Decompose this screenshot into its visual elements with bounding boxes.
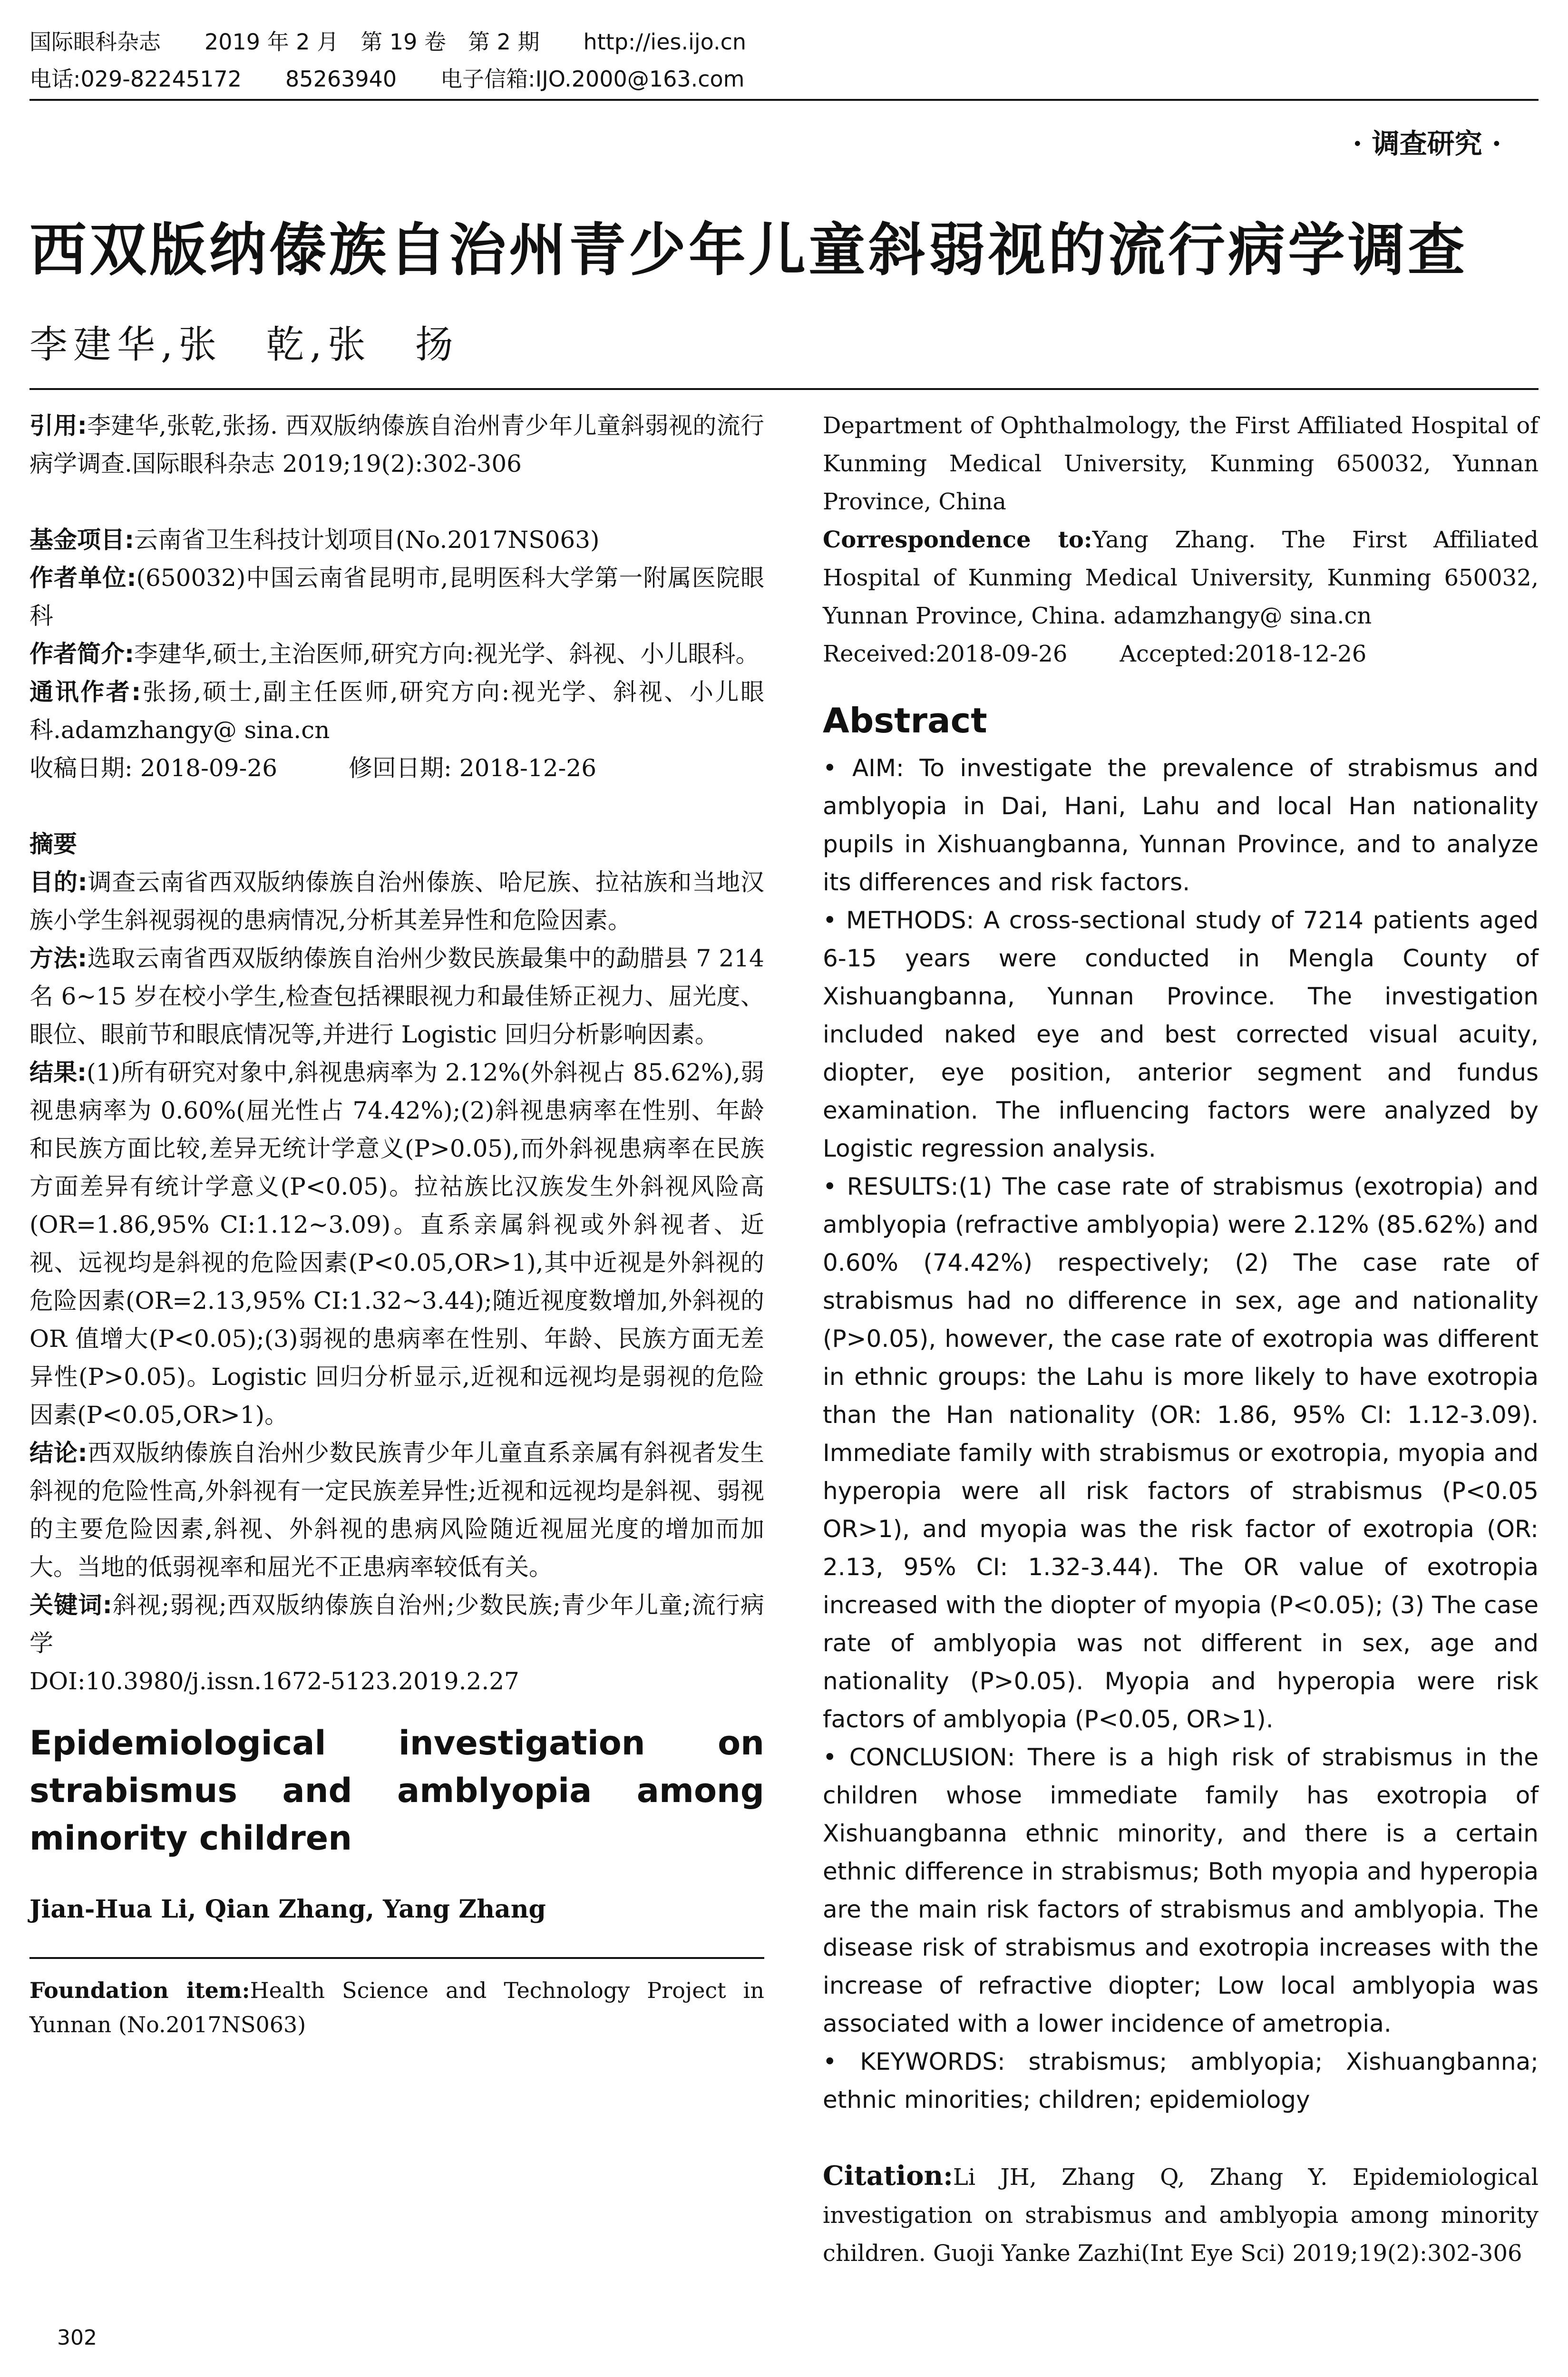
citation-cn-text: 李建华,张乾,张扬. 西双版纳傣族自治州青少年儿童斜弱视的流行病学调查.国际眼科杂志 2019;19(2):302-306 [29,412,764,477]
authors-cn: 李建华,张 乾,张 扬 [29,322,459,367]
page-number: 302 [57,2326,97,2350]
bio-text: 李建华,硕士,主治医师,研究方向:视光学、斜视、小儿眼科。 [134,640,760,668]
result-cn-text: (1)所有研究对象中,斜视患病率为 2.12%(外斜视占 85.62%),弱视患病率为 0.60%(屈光性占 74.42%);(2)斜视患病率在性别、年龄和民族方面比较,差异无统计学意义(P>0.05),而外斜视患病率在民族方面差异有统计学意义(P<0.05)。拉祜族比汉族发生外斜视风险高(OR=1.86,95% CI:1.12~3.09)。直系亲属斜视或外斜视者、近视、远视均是斜视的危险因素(P<0.05,OR>1),其中近视是外斜视的危险因素(OR=2.13,95% CI:1.32~3.44);随近视度数增加,外斜视的 OR 值增大(P<0.05);(3)弱视的患病率在性别、年龄、民族方面无差异性(P>0.05)。Logistic 回归分析显示,近视和远视均是弱视的危险因素(P<0.05,OR>1)。 [29,1059,764,1429]
received-accepted [823,635,1539,673]
corr-label: 通讯作者: [29,678,141,706]
author-bio [29,635,764,673]
foundation-text: Health Science and Technology Project in Yunnan (No.2017NS063) [29,1978,764,2037]
result-cn [29,1053,764,1434]
journal-info-line: 国际眼科杂志 2019 年 2 月 第 19 卷 第 2 期 http://ies.ijo.cn [29,29,747,55]
method-cn-text: 选取云南省西双版纳傣族自治州少数民族最集中的勐腊县 7 214 名 6~15 岁在校小学生,检查包括裸眼视力和最佳矫正视力、屈光度、眼位、眼前节和眼底情况等,并进行 Logistic 回归分析影响因素。 [29,945,764,1048]
citation-en-text: Li JH, Zhang Q, Zhang Y. Epidemiological investigation on strabismus and amblyopia among minority children. Guoji Yanke Zazhi(Int Eye Sci) 2019;19(2):302-306 [823,2164,1539,2267]
abstract-methods: • METHODS: A cross-sectional study of 7214 patients aged 6-15 years were conducted in Mengla County of Xishuangbanna, Yunnan Province. The investigation included naked eye and best corrected visual acuity, diopter, eye position, anterior segment and fundus examination. The influencing factors were analyzed by Logistic regression analysis. [823,906,1539,1162]
foundation-item [29,1973,764,2042]
corresponding-author [29,673,764,749]
conclusion-cn [29,1434,764,1586]
conclusion-cn-label: 结论: [29,1439,88,1467]
aim-cn [29,863,764,939]
citation-en [823,2157,1539,2272]
corr-text: 张扬,硕士,副主任医师,研究方向:视光学、斜视、小儿眼科.adamzhangy@ sina.cn [29,678,764,744]
header-rule [29,99,1539,101]
unit-text: (650032)中国云南省昆明市,昆明医科大学第一附属医院眼科 [29,564,764,630]
fund-item [29,521,764,559]
left-column [29,407,764,2042]
received-date: Received:2018-09-26 [823,641,1068,667]
aim-cn-text: 调查云南省西双版纳傣族自治州傣族、哈尼族、拉祜族和当地汉族小学生斜视弱视的患病情况,分析其差异性和危险因素。 [29,868,765,934]
journal-contact-line: 电话:029-82245172 85263940 电子信箱:IJO.2000@163.com [29,66,745,92]
keywords-cn [29,1586,764,1662]
abstract-aim: • AIM: To investigate the prevalence of strabismus and amblyopia in Dai, Hani, Lahu and local Han nationality pupils in Xishuangbanna, Yunnan Province, and to analyze its differences and risk factors. [823,754,1539,896]
correspondence-text: Yang Zhang. The First Affiliated Hospital of Kunming Medical University, Kunming 650032, Yunnan Province, China. adamzhangy@ sina.cn [823,526,1539,629]
abstract-heading: Abstract [823,701,987,740]
foundation-label: Foundation item: [29,1978,250,2003]
affiliation-en: Department of Ophthalmology, the First Affiliated Hospital of Kunming Medical University, Kunming 650032, Yunnan Province, China [823,412,1539,515]
correspondence-en [823,521,1539,635]
unit-label: 作者单位: [29,564,136,592]
title-rule [29,388,1539,390]
bio-label: 作者简介: [29,640,134,668]
citation-en-label: Citation: [823,2160,953,2192]
method-cn-label: 方法: [29,945,88,972]
keywords-cn-text: 斜视;弱视;西双版纳傣族自治州;少数民族;青少年儿童;流行病学 [29,1591,764,1657]
page-title: 西双版纳傣族自治州青少年儿童斜弱视的流行病学调查 [29,217,1468,283]
abstract-keywords: • KEYWORDS: strabismus; amblyopia; Xishuangbanna; ethnic minorities; children; epidemiology [823,2048,1539,2114]
fund-text: 云南省卫生科技计划项目(No.2017NS063) [134,526,600,554]
doi: DOI:10.3980/j.issn.1672-5123.2019.2.27 [29,1667,519,1695]
dates-cn: 收稿日期: 2018-09-26 修回日期: 2018-12-26 [29,754,597,782]
english-title: Epidemiological investigation on strabismus and amblyopia among minority children [29,1724,764,1858]
result-cn-label: 结果: [29,1059,87,1086]
conclusion-cn-text: 西双版纳傣族自治州少数民族青少年儿童直系亲属有斜视者发生斜视的危险性高,外斜视有一定民族差异性;近视和远视均是斜视、弱视的主要危险因素,斜视、外斜视的患病风险随近视屈光度的增加而加大。当地的低弱视率和屈光不正患病率较低有关。 [29,1439,765,1581]
aim-cn-label: 目的: [29,868,88,896]
abstract-conclusion: • CONCLUSION: There is a high risk of strabismus in the children whose immediate family has exotropia of Xishuangbanna ethnic minority, and there is a certain ethnic difference in strabismus; Both myopia and hyperopia are the main risk factors of strabismus and amblyopia. The disease risk of strabismus and exotropia increases with the increase of refractive diopter; Low local amblyopia was associated with a lower incidence of ametropia. [823,1744,1539,2037]
abstract-cn-heading: 摘要 [29,830,77,858]
abstract-results: • RESULTS:(1) The case rate of strabismus (exotropia) and amblyopia (refractive amblyopia) were 2.12% (85.62%) and 0.60% (74.42%) respectively; (2) The case rate of strabismus had no difference in sex, age and nationality (P>0.05), however, the case rate of exotropia was different in ethnic groups: the Lahu is more likely to have exotropia than the Han nationality (OR: 1.86, 95% CI: 1.12-3.09). Immediate family with strabismus or exotropia, myopia and hyperopia were all risk factors of strabismus (P<0.05 OR>1), and myopia was the risk factor of exotropia (OR: 2.13, 95% CI: 1.32-3.44). The OR value of exotropia increased with the diopter of myopia (P<0.05); (3) The case rate of amblyopia was not different in sex, age and nationality (P>0.05). Myopia and hyperopia were risk factors of amblyopia (P<0.05, OR>1). [823,1173,1539,1733]
right-column [823,407,1539,2272]
author-unit [29,559,764,635]
citation-cn [29,407,764,483]
method-cn [29,939,764,1053]
keywords-cn-label: 关键词: [29,1591,112,1619]
accepted-date: Accepted:2018-12-26 [1120,641,1367,667]
section-tag: · 调查研究 · [1353,127,1501,160]
english-authors: Jian-Hua Li, Qian Zhang, Yang Zhang [29,1895,546,1924]
correspondence-label: Correspondence to: [823,526,1092,553]
english-rule [29,1957,764,1959]
fund-label: 基金项目: [29,526,134,554]
citation-cn-label: 引用: [29,412,87,439]
